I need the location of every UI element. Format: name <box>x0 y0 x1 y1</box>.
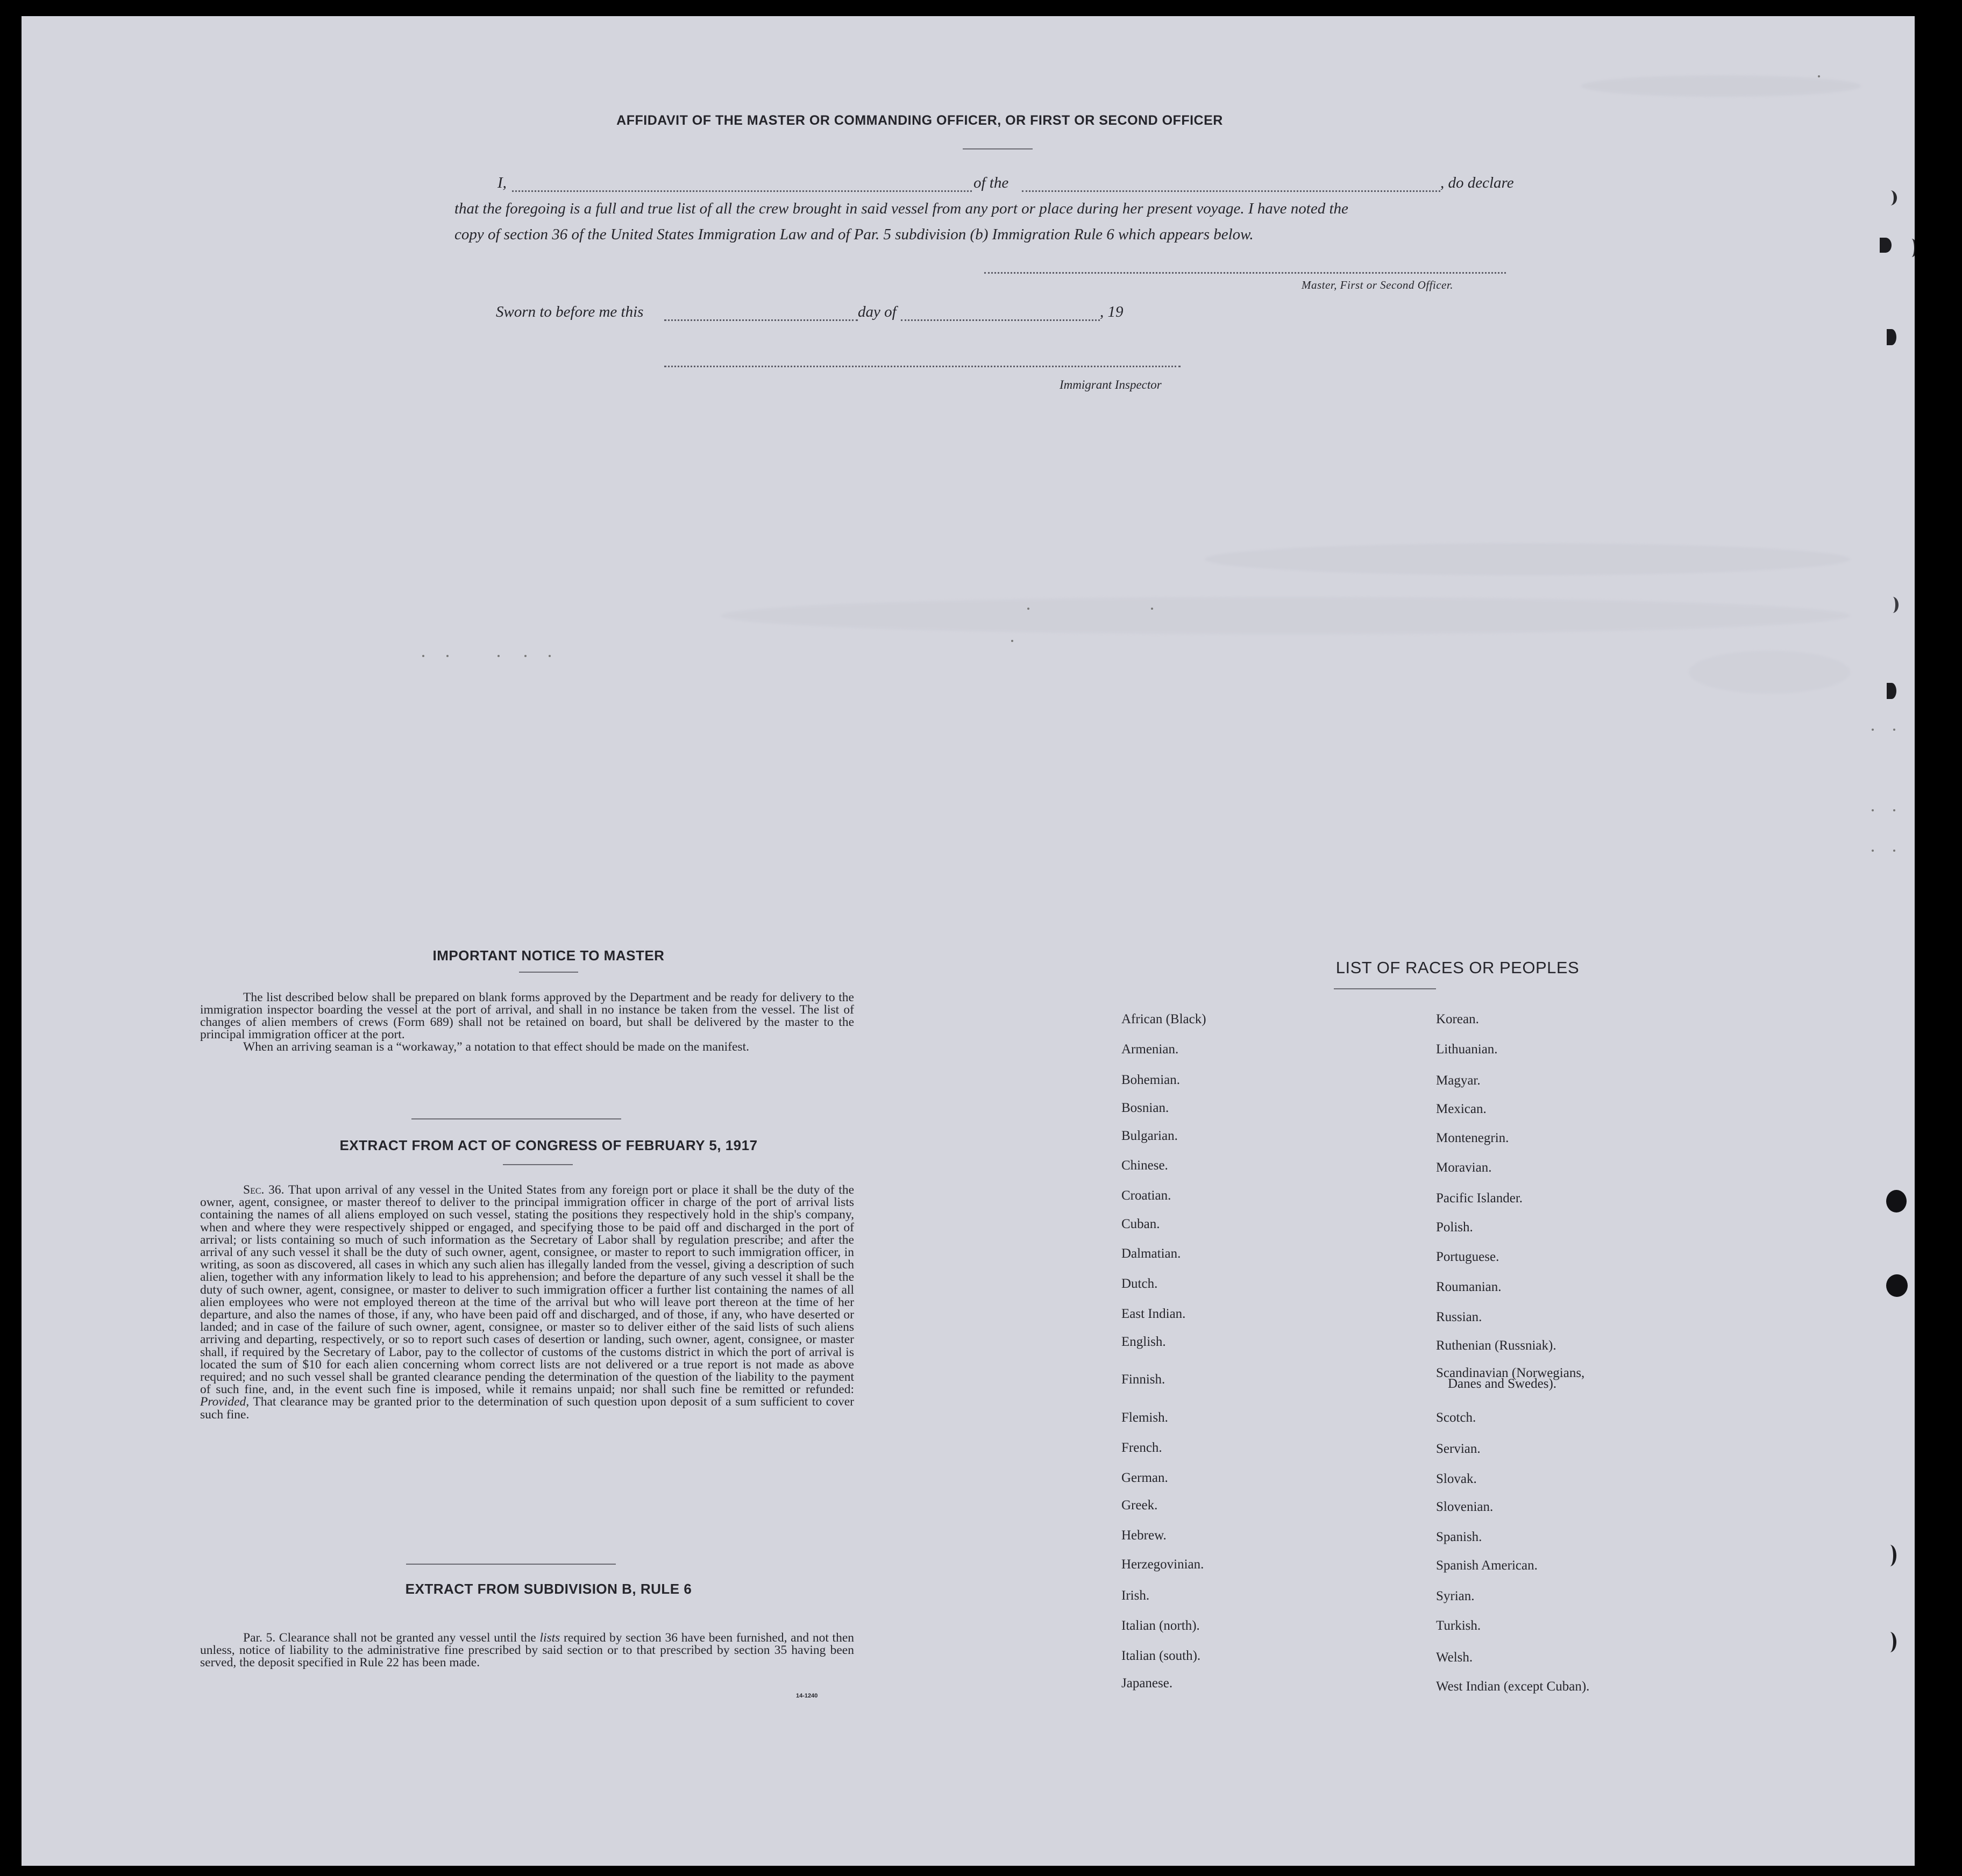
punch-hole <box>1886 1274 1908 1297</box>
day-of-label: day of <box>858 303 897 320</box>
binder-hole <box>1884 190 1897 205</box>
divider <box>411 1118 621 1119</box>
race-item: Irish. <box>1121 1588 1150 1603</box>
binder-hole <box>1887 597 1899 613</box>
speck <box>1893 850 1895 852</box>
affidavit-declare-label: , do declare <box>1440 174 1514 191</box>
sworn-label: Sworn to before me this <box>496 303 644 320</box>
master-signature-line[interactable] <box>984 272 1506 274</box>
section-36-body: That upon arrival of any vessel in the United States from any foreign port or place it shall be the duty of the owner, agent, consignee, or master thereof to deliver to the principal immigration officer in charge of the port of arrival lists containing the names of all aliens employed on such vessel, stating the positions they respectively hold in the ship's company, when and where they were respectively shipped or engaged, and specifying those to be paid off and discharged in the port of arrival; or lists containing so much of such information as the Secretary of Labor shall by regulation prescribe; and after the arrival of any such vessel it shall be the duty of such owner, agent, consignee, or master to report to such immigration officer, in writing, as soon as discovered, all cases in which any such alien has illegally landed from the vessel, giving a description of such alien, together with any information likely to lead to his apprehension; and before the departure of any such vessel it shall be the duty of such owner, agent, consignee, or master to deliver to such immigration officer a further list containing the names of all alien employees who were not employed thereon at the time of the arrival but who will leave port thereon at the time of her departure, and also the names of those, if any, who have been paid off and discharged, and of those, if any, who have deserted or landed; and in case of the failure of such owner, agent, consignee, or master so to deliver either of the said lists of such aliens arriving and departing, respectively, or so to report such cases of desertion or landing, such owner, agent, consignee, or master shall, if required by the Secretary of Labor, pay to the collector of customs of the customs district in which the port of arrival is located the sum of $10 for each alien concerning whom correct lists are not delivered or a true report is not made as above required; and no such vessel shall be granted clearance pending the determination of the question of the liability to the payment of such fine, and, in the event such fine is imposed, while it remains unpaid; nor shall such fine be remitted or refunded: <box>200 1183 855 1397</box>
affidavit-of-the-label: of the <box>973 174 1009 191</box>
affidavit-statement <box>22 159 1915 243</box>
race-item: Ruthenian (Russniak). <box>1436 1338 1556 1353</box>
speck <box>1011 640 1013 642</box>
affidavit-i-label: I, <box>497 174 507 191</box>
binder-hole <box>1887 683 1896 699</box>
show-through-smear <box>1205 543 1850 575</box>
inspector-caption: Immigrant Inspector <box>1060 378 1162 391</box>
show-through-smear <box>721 597 1850 634</box>
rule-text-b: required by section 36 have been furnished, and not then unless, notice of liability to the administrative fine prescribed by said section or to that prescribed by section 35 having been served, the deposit specified in Rule 22 has been made. <box>200 1631 855 1670</box>
race-item: Dalmatian. <box>1121 1246 1181 1261</box>
binder-hole <box>1880 238 1892 253</box>
race-item: Finnish. <box>1121 1372 1165 1387</box>
notice-text <box>200 992 854 1053</box>
affidavit-line-2: that the foregoing is a full and true list of all the crew brought in said vessel from any port or place during her present voyage. I have noted the <box>454 200 1348 217</box>
speck <box>422 655 424 657</box>
speck <box>1872 809 1874 811</box>
form-number: 14-1240 <box>796 1693 818 1699</box>
race-item: Greek. <box>1121 1498 1158 1513</box>
sworn-line <box>22 303 1915 330</box>
race-item: Montenegrin. <box>1436 1131 1509 1145</box>
speck <box>1818 75 1820 77</box>
race-item: Korean. <box>1436 1012 1479 1026</box>
notice-paragraph-1: The list described below shall be prepared on blank forms approved by the Department and be ready for delivery to the immigration inspector boarding the vessel at the port of arrival, and shall in no instance be taken from the vessel. The list of changes of alien members of crews (Form 689) shall not be retained on board, but shall be delivered by the master to the principal immigration officer at the port. <box>200 990 854 1042</box>
divider <box>1334 988 1436 989</box>
speck <box>1872 850 1874 852</box>
race-item: Pacific Islander. <box>1436 1191 1523 1206</box>
race-item: Bohemian. <box>1121 1073 1181 1087</box>
race-item: Syrian. <box>1436 1589 1475 1603</box>
race-item: French. <box>1121 1440 1162 1455</box>
race-item: Mexican. <box>1436 1102 1487 1116</box>
race-item: East Indian. <box>1121 1307 1186 1321</box>
race-item: Danes and Swedes). <box>1448 1376 1557 1391</box>
race-item: Slovak. <box>1436 1472 1477 1486</box>
race-item: Russian. <box>1436 1310 1482 1324</box>
speck <box>1893 729 1895 731</box>
races-title: LIST OF RACES OR PEOPLES <box>1335 958 1580 977</box>
race-item: Welsh. <box>1436 1650 1473 1665</box>
race-item: Scandinavian (Norwegians, <box>1436 1366 1585 1380</box>
race-item: Herzegovinian. <box>1121 1557 1204 1572</box>
inspector-signature-line[interactable] <box>664 366 1181 367</box>
race-item: Hebrew. <box>1121 1528 1167 1543</box>
master-signature-caption: Master, First or Second Officer. <box>1302 279 1453 291</box>
divider <box>519 972 578 973</box>
speck <box>524 655 527 657</box>
rule-text-a: Par. 5. Clearance shall not be granted any vessel until the <box>243 1631 536 1645</box>
speck <box>549 655 551 657</box>
race-item: Croatian. <box>1121 1188 1171 1203</box>
race-item: Spanish American. <box>1436 1558 1538 1573</box>
extract-rule-title: EXTRACT FROM SUBDIVISION B, RULE 6 <box>405 1581 692 1597</box>
race-item: Scotch. <box>1436 1410 1476 1425</box>
race-item: Lithuanian. <box>1436 1042 1498 1057</box>
notice-title: IMPORTANT NOTICE TO MASTER <box>432 947 665 964</box>
race-item: Italian (north). <box>1121 1618 1200 1633</box>
speck <box>497 655 500 657</box>
binder-hole <box>1883 1545 1896 1566</box>
binder-hole <box>1883 1632 1896 1652</box>
show-through-smear <box>1581 75 1861 97</box>
race-item: Spanish. <box>1436 1530 1482 1544</box>
race-item: Bosnian. <box>1121 1101 1169 1115</box>
affidavit-line-3: copy of section 36 of the United States Immigration Law and of Par. 5 subdivision (b) Immigration Rule 6 which appears below. <box>454 226 1254 243</box>
affidavit-title: AFFIDAVIT OF THE MASTER OR COMMANDING OFFICER, OR FIRST OR SECOND OFFICER <box>616 113 1223 128</box>
race-item: Magyar. <box>1436 1073 1481 1088</box>
race-item: Portuguese. <box>1436 1250 1499 1264</box>
race-item: Roumanian. <box>1436 1280 1502 1294</box>
race-item: Servian. <box>1436 1442 1481 1456</box>
name-blank-line[interactable] <box>512 190 972 192</box>
race-item: Flemish. <box>1121 1410 1168 1425</box>
race-item: African (Black) <box>1121 1012 1206 1026</box>
race-item: German. <box>1121 1471 1168 1485</box>
race-item: Armenian. <box>1121 1042 1179 1057</box>
race-item: Cuban. <box>1121 1217 1160 1231</box>
divider <box>503 1164 573 1165</box>
extract-act-title: EXTRACT FROM ACT OF CONGRESS OF FEBRUARY 5, 1917 <box>339 1137 758 1153</box>
speck <box>1893 809 1895 811</box>
form-page <box>22 16 1915 1866</box>
race-item: Japanese. <box>1121 1676 1173 1690</box>
speck <box>1151 608 1153 610</box>
section-label: Sec. 36. <box>243 1183 285 1197</box>
speck <box>1872 729 1874 731</box>
race-item: Chinese. <box>1121 1158 1168 1173</box>
section-36-end: That clearance may be granted prior to the determination of such question upon deposit of a sum sufficient to cover such fine. <box>200 1395 854 1422</box>
extract-rule-text <box>200 1632 854 1670</box>
divider <box>963 148 1033 149</box>
year-label: , 19 <box>1100 303 1124 320</box>
lists-word: lists <box>539 1631 560 1645</box>
vessel-blank-line[interactable] <box>1022 190 1440 192</box>
race-item: Italian (south). <box>1121 1649 1201 1663</box>
punch-hole <box>1886 1190 1907 1212</box>
race-item: Polish. <box>1436 1220 1473 1235</box>
race-item: West Indian (except Cuban). <box>1436 1679 1590 1694</box>
binder-hole <box>1887 329 1896 345</box>
notice-paragraph-2: When an arriving seaman is a “workaway,” a notation to that effect should be made on the manifest. <box>243 1040 749 1054</box>
provided-word: Provided, <box>200 1395 250 1409</box>
race-item: Slovenian. <box>1436 1500 1494 1514</box>
race-item: Dutch. <box>1121 1276 1158 1291</box>
show-through-smear <box>1689 651 1850 694</box>
speck <box>1027 608 1029 610</box>
extract-act-text <box>200 1184 854 1421</box>
sworn-month-blank[interactable] <box>901 319 1100 321</box>
race-item: Bulgarian. <box>1121 1129 1178 1143</box>
sworn-day-blank[interactable] <box>664 319 858 321</box>
speck <box>446 655 449 657</box>
divider <box>406 1564 616 1565</box>
race-item: Moravian. <box>1436 1160 1492 1175</box>
binder-hole <box>1906 239 1915 257</box>
race-item: Turkish. <box>1436 1618 1481 1633</box>
race-item: English. <box>1121 1335 1166 1349</box>
